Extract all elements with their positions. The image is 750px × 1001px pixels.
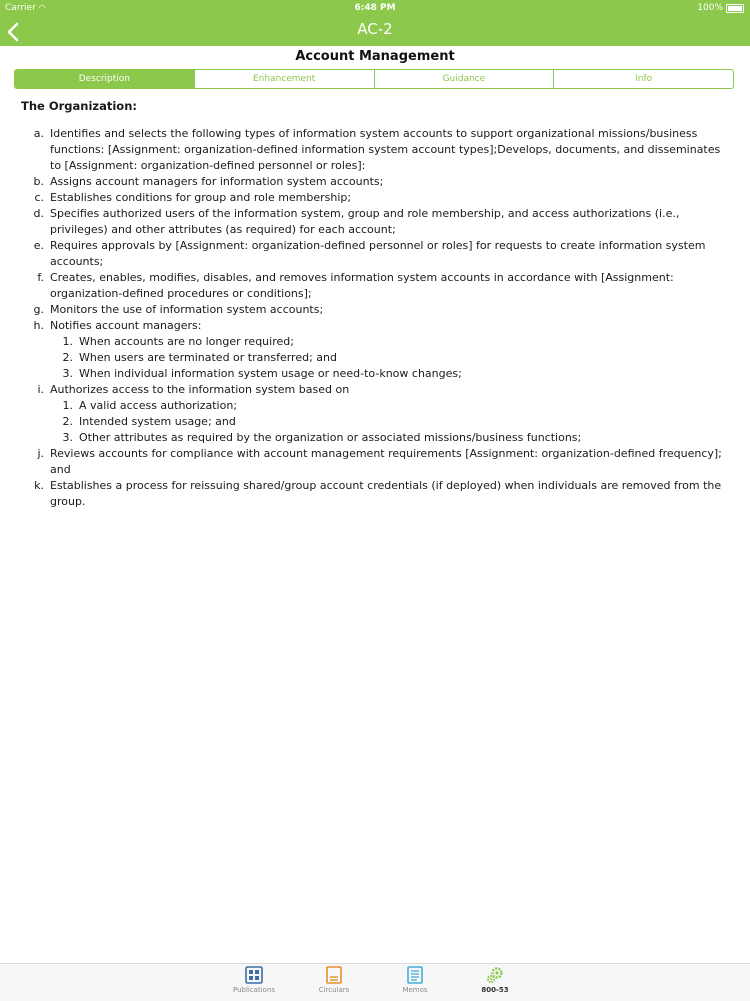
nav-title: AC-2: [357, 20, 393, 38]
list-item-label: 1.: [62, 335, 73, 348]
list-item: [21, 302, 733, 318]
segment-tabs: [14, 69, 734, 89]
list-item: [21, 318, 733, 334]
carrier-label: Carrier ◠: [5, 3, 46, 13]
tab-guidance[interactable]: Guidance: [375, 70, 555, 88]
tabbar-item-800-53[interactable]: [465, 966, 525, 994]
tabbar-item-memos[interactable]: [385, 966, 445, 994]
tabbar-item-label: Circulars: [318, 986, 350, 994]
sub-list-item: [21, 414, 733, 430]
list-item-text: Notifies account managers:: [50, 319, 202, 332]
list-item-text: Authorizes access to the information system based on: [50, 383, 350, 396]
list-item-label: a.: [33, 127, 44, 140]
list-item-text: Requires approvals by [Assignment: organization-defined personnel or roles] for requests to create information system accounts;: [50, 239, 706, 268]
tab-enhancement[interactable]: Enhancement: [195, 70, 375, 88]
requirement-list: [21, 126, 733, 510]
list-item-text: A valid access authorization;: [79, 399, 238, 412]
tabbar-item-label: 800-53: [481, 986, 509, 994]
list-item: [21, 478, 733, 510]
list-item-text: Creates, enables, modifies, disables, and removes information system accounts in accordance with [Assignment: organization-defined procedures or conditions];: [50, 271, 674, 300]
list-item-text: When accounts are no longer required;: [79, 335, 294, 348]
list-item-text: Specifies authorized users of the information system, group and role membership, and access authorizations (i.e., privileges) and other attributes (as required) for each account;: [50, 207, 680, 236]
list-item-text: Intended system usage; and: [79, 415, 236, 428]
list-item: [21, 174, 733, 190]
list-item-text: When individual information system usage or need-to-know changes;: [79, 367, 462, 380]
bottom-tab-bar: [0, 963, 750, 1001]
description-content: [21, 98, 733, 510]
list-item-label: 3.: [62, 431, 73, 444]
list-item-text: Establishes conditions for group and role membership;: [50, 191, 352, 204]
list-item-text: Establishes a process for reissuing shared/group account credentials (if deployed) when individuals are removed from the group.: [50, 479, 722, 508]
status-time: 6:48 PM: [354, 3, 396, 13]
top-bar: [0, 0, 750, 46]
list-item-text: Other attributes as required by the organization or associated missions/business functions;: [79, 431, 582, 444]
content-heading: The Organization:: [21, 99, 137, 113]
list-item: [21, 238, 733, 270]
list-item-text: Monitors the use of information system accounts;: [50, 303, 324, 316]
status-bar: [0, 0, 750, 16]
list-item-label: h.: [33, 319, 44, 332]
list-item-label: b.: [33, 175, 44, 188]
tabbar-item-publications[interactable]: [224, 966, 284, 994]
list-item-label: f.: [37, 271, 44, 284]
list-item-label: i.: [37, 383, 44, 396]
sub-list-item: [21, 398, 733, 414]
tab-info[interactable]: Info: [635, 74, 653, 84]
list-item-label: 2.: [62, 415, 73, 428]
list-item: [21, 206, 733, 238]
list-item-label: g.: [33, 303, 44, 316]
page-title: Account Management: [295, 49, 455, 64]
circulars-icon: [325, 966, 343, 984]
list-item-label: d.: [33, 207, 44, 220]
gear-icon: [486, 966, 504, 984]
tab-description[interactable]: Description: [15, 70, 195, 88]
list-item-label: 1.: [62, 399, 73, 412]
list-item-label: e.: [33, 239, 44, 252]
memos-icon: [406, 966, 424, 984]
list-item-text: Assigns account managers for information system accounts;: [50, 175, 384, 188]
list-item-text: Reviews accounts for compliance with account management requirements [Assignment: organization-defined frequency]; and: [50, 447, 722, 476]
list-item-text: Identifies and selects the following types of information system accounts to support organizational missions/business functions: [Assignment: organization-defined information system account types];Develops, documents, and disseminates to [Assignment: organization-defined personnel or roles]:: [50, 127, 721, 172]
list-item-text: When users are terminated or transferred; and: [79, 351, 337, 364]
sub-list-item: [21, 430, 733, 446]
battery-icon: [726, 4, 744, 13]
list-item: [21, 126, 733, 174]
tabbar-item-circulars[interactable]: [304, 966, 364, 994]
list-item-label: k.: [34, 479, 44, 492]
list-item: [21, 270, 733, 302]
list-item-label: 2.: [62, 351, 73, 364]
list-item: [21, 382, 733, 398]
sub-list-item: [21, 350, 733, 366]
list-item-label: 3.: [62, 367, 73, 380]
tabbar-item-label: Publications: [232, 986, 276, 994]
list-item: [21, 446, 733, 478]
battery-indicator: 100%: [697, 3, 744, 13]
wifi-icon: ◠: [38, 3, 46, 12]
tabbar-item-label: Memos: [402, 986, 428, 994]
list-item-label: c.: [34, 191, 44, 204]
navigation-bar: [0, 18, 750, 46]
sub-list-item: [21, 334, 733, 350]
sub-list-item: [21, 366, 733, 382]
publications-icon: [245, 966, 263, 984]
list-item-label: j.: [37, 447, 44, 460]
list-item: [21, 190, 733, 206]
